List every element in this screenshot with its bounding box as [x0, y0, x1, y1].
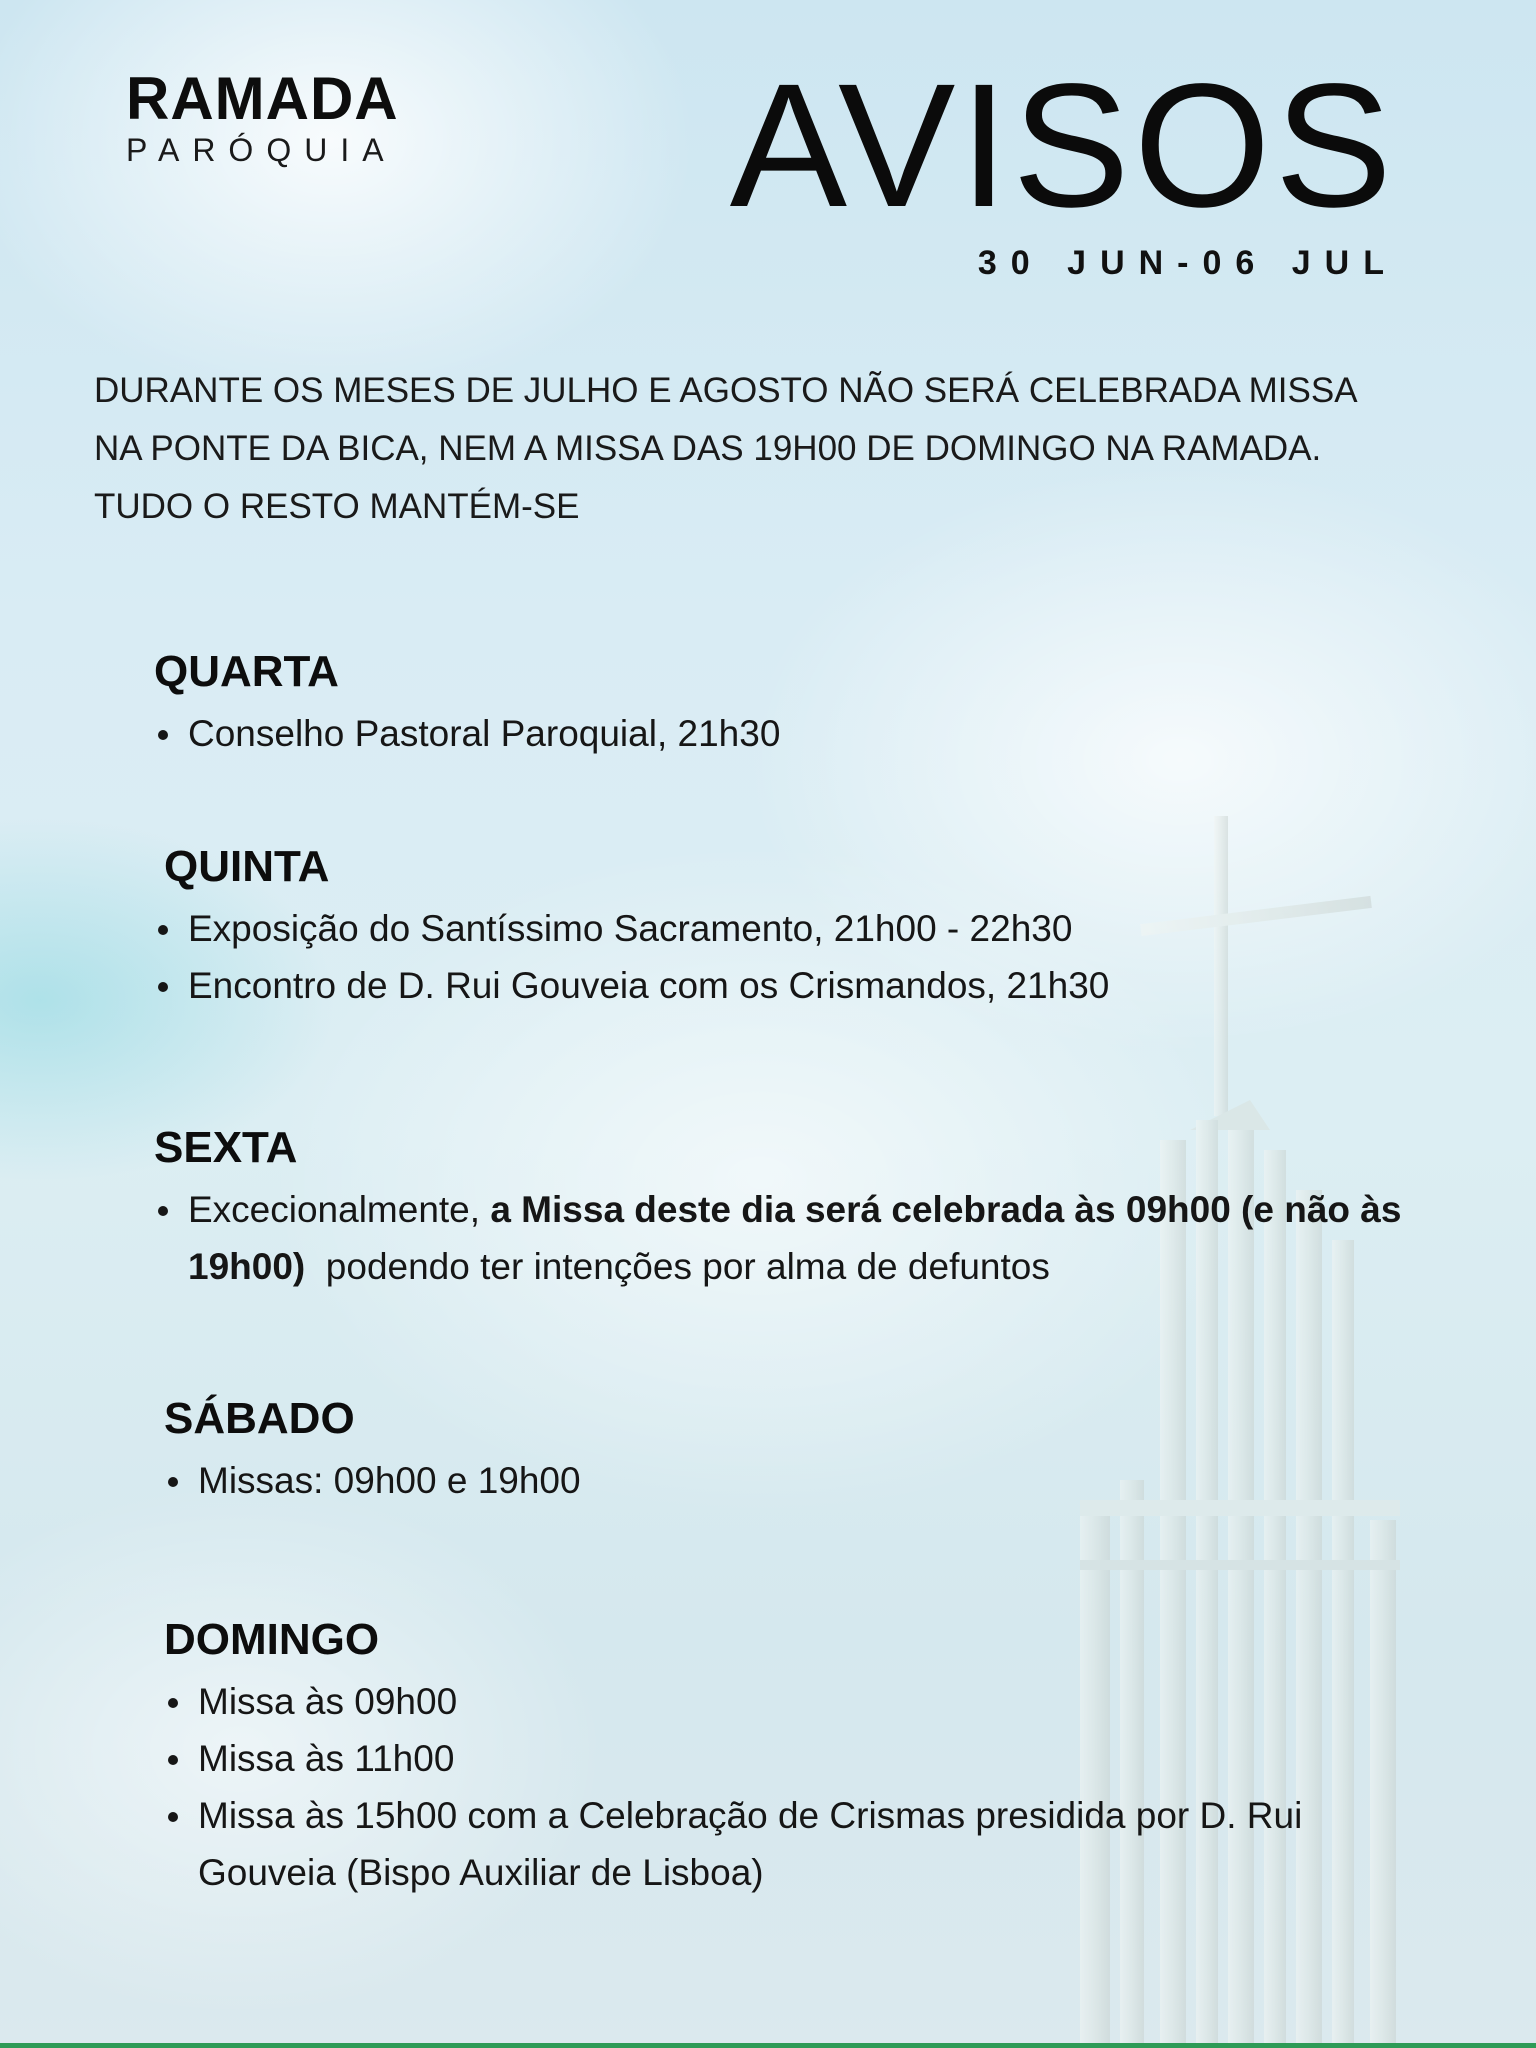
day-title: SÁBADO [164, 1394, 355, 1443]
item-prefix: Excecionalmente, [188, 1189, 491, 1230]
day-section-quarta [154, 645, 1454, 762]
list-item: Missa às 15h00 com a Celebração de Crismas presidida por D. Rui Gouveia (Bispo Auxiliar de Lisboa) [164, 1787, 1414, 1901]
day-section-domingo [164, 1613, 1414, 1901]
day-title: SEXTA [154, 1123, 298, 1172]
event-list [164, 1673, 1414, 1901]
notice-line: NA PONTE DA BICA, NEM A MISSA DAS 19H00 DE DOMINGO NA RAMADA. [94, 429, 1322, 468]
brand-name: RAMADA [126, 65, 399, 132]
event-list [154, 1181, 1424, 1295]
brand-subtitle: PARÓQUIA [126, 132, 397, 168]
summer-notice [94, 362, 1474, 536]
list-item: Exposição do Santíssimo Sacramento, 21h00 - 22h30 [154, 900, 1464, 957]
list-item: Missas: 09h00 e 19h00 [164, 1452, 1464, 1509]
list-item: Missa às 09h00 [164, 1673, 1414, 1730]
day-section-sabado [164, 1392, 1464, 1509]
parish-brand [126, 66, 426, 168]
notice-line: TUDO O RESTO MANTÉM-SE [94, 487, 580, 526]
event-list [154, 705, 1454, 762]
date-range: 30 JUN-06 JUL [977, 244, 1398, 282]
event-list [164, 1452, 1464, 1509]
item-emphasis: a Missa deste dia será celebrada às 09h00 (e não às 19h00) [188, 1189, 1402, 1287]
bottom-accent-bar [0, 2043, 1536, 2048]
event-list [154, 900, 1464, 1014]
list-item: Conselho Pastoral Paroquial, 21h30 [154, 705, 1454, 762]
list-item: Missa às 11h00 [164, 1730, 1414, 1787]
day-title: QUINTA [164, 842, 330, 891]
page-title: AVISOS [729, 48, 1396, 244]
day-section-sexta [154, 1121, 1424, 1295]
day-title: QUARTA [154, 647, 339, 696]
day-section-quinta [164, 840, 1464, 1014]
list-item: Encontro de D. Rui Gouveia com os Crismandos, 21h30 [154, 957, 1464, 1014]
day-title: DOMINGO [164, 1615, 380, 1664]
item-suffix: podendo ter intenções por alma de defuntos [305, 1246, 1050, 1287]
notice-line: DURANTE OS MESES DE JULHO E AGOSTO NÃO SERÁ CELEBRADA MISSA [94, 371, 1358, 410]
list-item [154, 1181, 1424, 1295]
